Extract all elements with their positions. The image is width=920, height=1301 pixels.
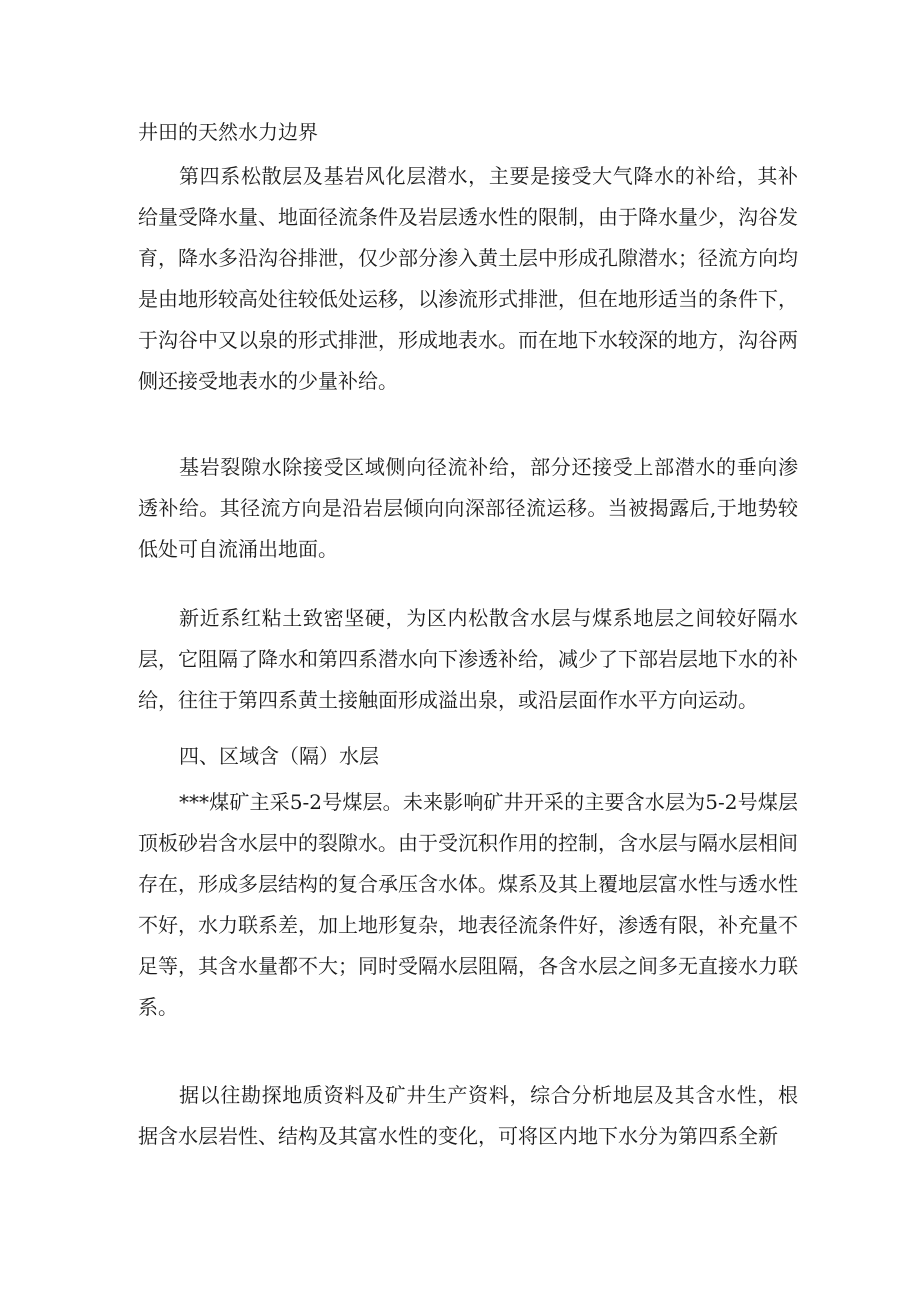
paragraph-main-coal-seam: ***煤矿主采5-2号煤层。未来影响矿井开采的主要含水层为5-2号煤层顶板砂岩含水层中的裂隙水。由于受沉积作用的控制，含水层与隔水层相间存在，形成多层结构的复合承压含水体。煤系及其上覆地层富水性与透水性不好，水力联系差，加上地形复杂，地表径流条件好，渗透有限，补充量不足等，其含水量都不大；同时受隔水层阻隔，各含水层之间多无直接水力联系。 xyxy=(138,790,798,1019)
paragraph-bedrock-fissure-water: 基岩裂隙水除接受区域侧向径流补给，部分还接受上部潜水的垂向渗透补给。其径流方向是沿岩层倾向向深部径流运移。当被揭露后,于地势较低处可自流涌出地面。 xyxy=(138,455,798,561)
paragraph-quaternary-phreatic-water: 第四系松散层及基岩风化层潜水，主要是接受大气降水的补给，其补给量受降水量、地面径流条件及岩层透水性的限制，由于降水量少，沟谷发育，降水多沿沟谷排泄，仅少部分渗入黄土层中形成孔隙潜水；径流方向均是由地形较高处往较低处运移，以渗流形式排泄，但在地形适当的条件下，于沟谷中又以泉的形式排泄，形成地表水。而在地下水较深的地方，沟谷两侧还接受地表水的少量补给。 xyxy=(138,164,798,393)
paragraph-neogene-red-clay: 新近系红粘土致密坚硬，为区内松散含水层与煤系地层之间较好隔水层，它阻隔了降水和第四系潜水向下渗透补给，减少了下部岩层地下水的补给，往往于第四系黄土接触面形成溢出泉，或沿层面作水平方向运动。 xyxy=(138,606,798,712)
paragraph-groundwater-classification: 据以往勘探地质资料及矿井生产资料，综合分析地层及其含水性，根据含水层岩性、结构及其富水性的变化，可将区内地下水分为第四系全新 xyxy=(138,1083,798,1148)
section-heading-aquifers: 四、区域含（隔）水层 xyxy=(179,744,379,768)
paragraph-continuation: 井田的天然水力边界 xyxy=(138,120,318,144)
